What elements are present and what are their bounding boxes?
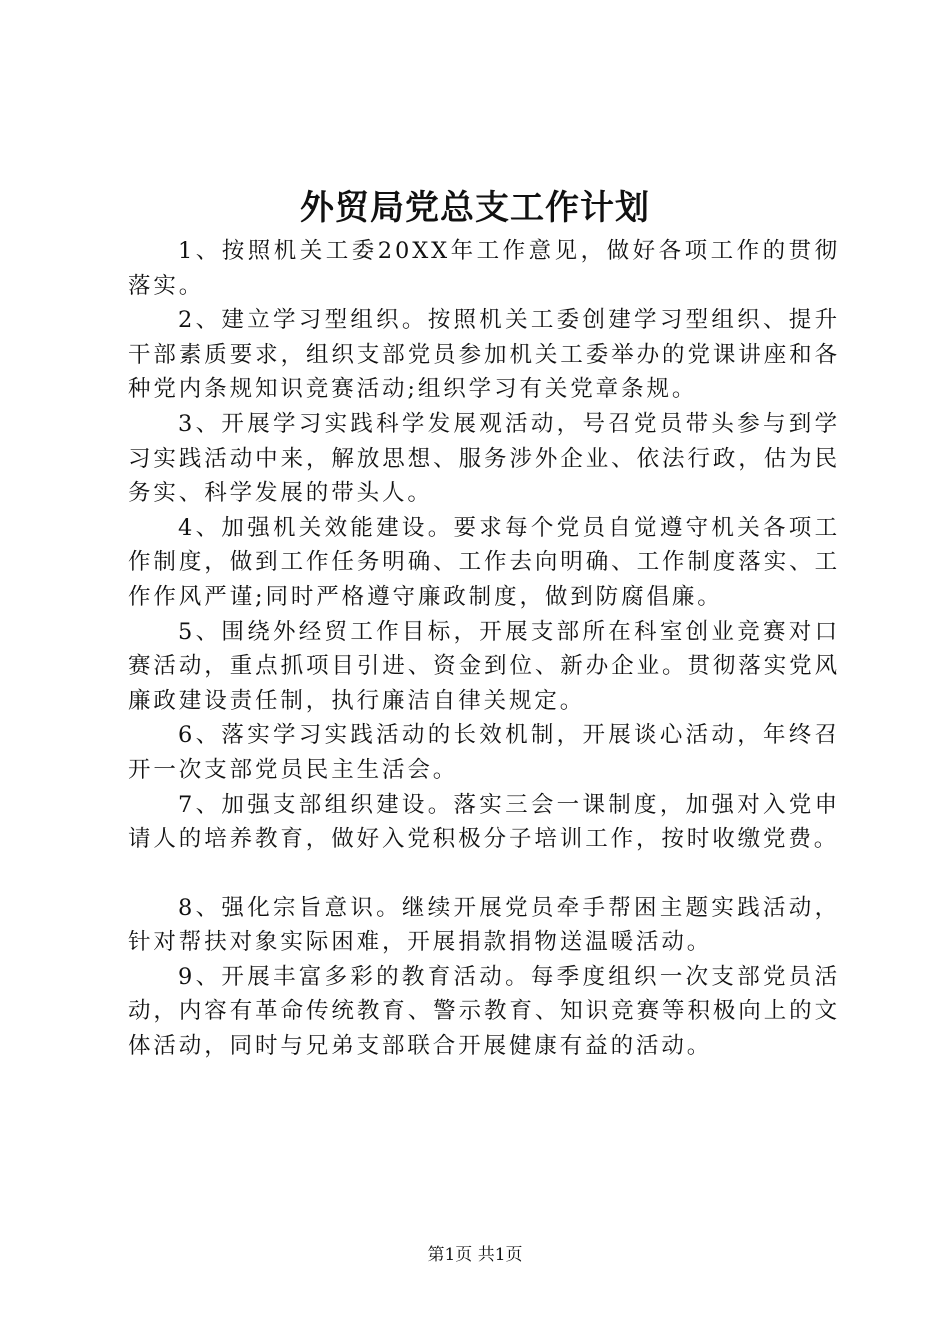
paragraph-4: 4、加强机关效能建设。要求每个党员自觉遵守机关各项工作制度，做到工作任务明确、工作去向明确、工作制度落实、工作作风严谨;同时严格遵守廉政制度，做到防腐倡廉。: [128, 514, 840, 610]
paragraph-6: 6、落实学习实践活动的长效机制，开展谈心活动，年终召开一次支部党员民主生活会。: [128, 722, 840, 783]
paragraph-2: 2、建立学习型组织。按照机关工委创建学习型组织、提升干部素质要求，组织支部党员参加机关工委举办的党课讲座和各种党内条规知识竞赛活动;组织学习有关党章条规。: [128, 307, 840, 403]
paragraph-8: 8、强化宗旨意识。继续开展党员牵手帮困主题实践活动，针对帮扶对象实际困难，开展捐款捐物送温暖活动。: [128, 894, 840, 956]
paragraph-5: 5、围绕外经贸工作目标，开展支部所在科室创业竞赛对口赛活动，重点抓项目引进、资金到位、新办企业。贯彻落实党风廉政建设责任制，执行廉洁自律关规定。: [128, 618, 840, 714]
paragraph-9: 9、开展丰富多彩的教育活动。每季度组织一次支部党员活动，内容有革命传统教育、警示教育、知识竞赛等积极向上的文体活动，同时与兄弟支部联合开展健康有益的活动。: [128, 963, 840, 1060]
page-footer: 第1页 共1页: [427, 1245, 523, 1265]
paragraph-3: 3、开展学习实践科学发展观活动，号召党员带头参与到学习实践活动中来，解放思想、服务涉外企业、依法行政，估为民务实、科学发展的带头人。: [128, 410, 840, 507]
document-title: 外贸局党总支工作计划: [300, 188, 650, 228]
document-body: [128, 234, 840, 1064]
paragraph-1: 1、按照机关工委20XX年工作意见，做好各项工作的贯彻落实。: [128, 238, 840, 299]
paragraph-7: 7、加强支部组织建设。落实三会一课制度，加强对入党申请人的培养教育，做好入党积极分子培训工作，按时收缴党费。: [128, 791, 840, 853]
